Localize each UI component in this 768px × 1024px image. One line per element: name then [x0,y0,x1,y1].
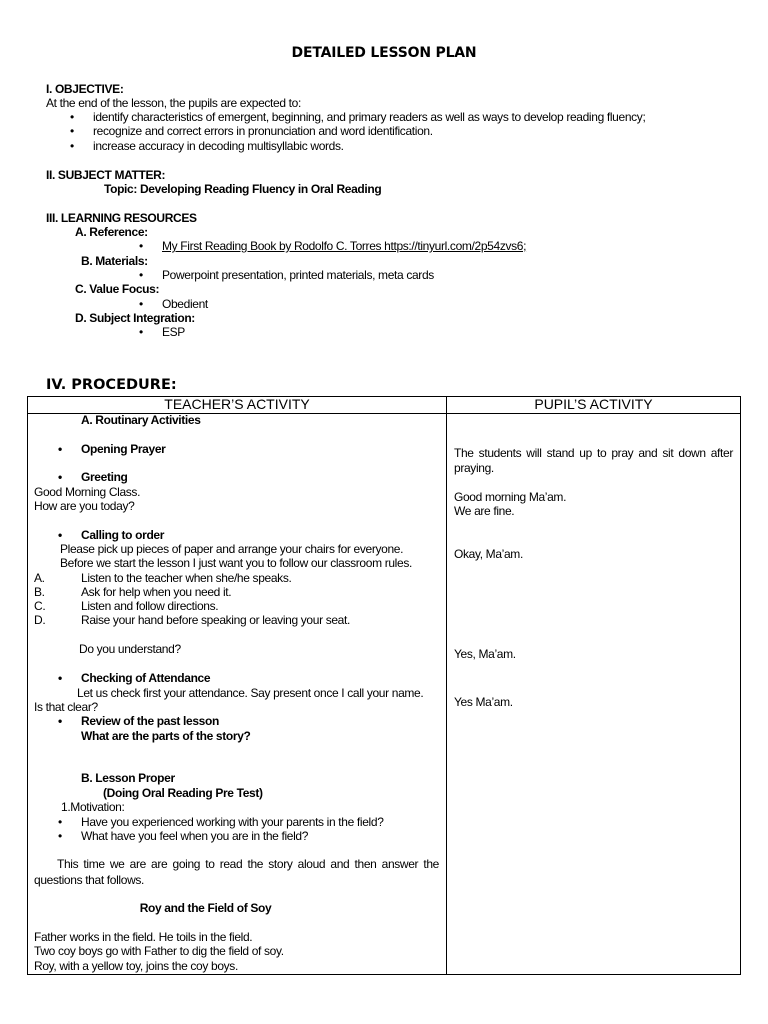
objective-heading: I. OBJECTIVE: [46,82,124,96]
rule-text: Raise your hand before speaking or leaving your seat. [81,613,350,627]
rule-letter: C. [34,599,46,613]
pupil-greeting-response: We are fine. [454,504,515,518]
objective-item: • increase accuracy in decoding multisyllabic words. [93,139,344,153]
story-title: Roy and the Field of Soy [139,901,272,915]
pupil-activity-header: PUPIL’S ACTIVITY [534,396,653,412]
calling-to-order: • Calling to order [81,528,164,542]
routinary-activities: A. Routinary Activities [81,413,201,427]
objective-item: • identify characteristics of emergent, beginning, and primary readers as well as ways to develop reading fluency; [93,110,645,124]
understand-question: Do you understand? [79,642,181,656]
teacher-activity-header: TEACHER’S ACTIVITY [164,396,310,412]
greeting-line: How are you today? [34,499,135,513]
story-line: Father works in the field. He toils in the field. [34,930,253,944]
rule-letter: B. [34,585,45,599]
pupil-prayer-response: The students will stand up to pray and sit down after praying. [454,446,733,475]
review-past-lesson: • Review of the past lesson [81,714,219,728]
procedure-heading: IV. PROCEDURE: [46,377,177,393]
review-question: What are the parts of the story? [81,729,251,743]
reference-link[interactable]: • My First Reading Book by Rodolfo C. Torres https://tinyurl.com/2p54zvs6; [162,239,526,253]
value-focus-item: • Obedient [162,297,208,311]
rule-text: Ask for help when you need it. [81,585,232,599]
rule-letter: D. [34,613,46,627]
attendance-line: Let us check first your attendance. Say present once I call your name. [77,686,424,700]
materials-label: B. Materials: [81,254,148,268]
subject-integration-label: D. Subject Integration: [75,311,195,325]
greeting-line: Good Morning Class. [34,485,141,499]
rule-letter: A. [34,571,45,585]
checking-attendance: • Checking of Attendance [81,671,210,685]
pupil-yes-response: Yes, Ma’am. [454,647,516,661]
motivation-label: 1.Motivation: [61,800,125,814]
lesson-proper: B. Lesson Proper [81,771,175,785]
objective-intro: At the end of the lesson, the pupils are expected to: [46,96,301,110]
page-title: DETAILED LESSON PLAN [291,45,477,61]
resources-heading: III. LEARNING RESOURCES [46,211,197,225]
greeting-label: • Greeting [81,470,128,484]
subject-topic: Topic: Developing Reading Fluency in Oral Reading [104,182,382,196]
lesson-proper-sub: (Doing Oral Reading Pre Test) [103,786,263,800]
rule-text: Listen to the teacher when she/he speaks. [81,571,292,585]
story-line: Two coy boys go with Father to dig the field of soy. [34,944,284,958]
calling-line: Before we start the lesson I just want you to follow our classroom rules. [60,556,412,570]
opening-prayer: • Opening Prayer [81,442,165,456]
pupil-okay-response: Okay, Ma’am. [454,547,523,561]
story-intro: This time we are are going to read the story aloud and then answer the questions that follows. [34,857,439,887]
pupil-yes-response: Yes Ma’am. [454,695,513,709]
objective-item: • recognize and correct errors in pronunciation and word identification. [93,124,433,138]
subject-matter-heading: II. SUBJECT MATTER: [46,168,166,182]
value-focus-label: C. Value Focus: [75,282,160,296]
rule-text: Listen and follow directions. [81,599,219,613]
calling-line: Please pick up pieces of paper and arrange your chairs for everyone. [60,542,404,556]
pupil-greeting-response: Good morning Ma’am. [454,490,567,504]
attendance-line: Is that clear? [34,700,98,714]
motivation-question: • Have you experienced working with your parents in the field? [81,815,384,829]
materials-item: • Powerpoint presentation, printed materials, meta cards [162,268,434,282]
subject-integration-item: • ESP [162,325,185,339]
motivation-question: • What have you feel when you are in the field? [81,829,308,843]
story-line: Roy, with a yellow toy, joins the coy boys. [34,959,238,973]
reference-label: A. Reference: [75,225,148,239]
